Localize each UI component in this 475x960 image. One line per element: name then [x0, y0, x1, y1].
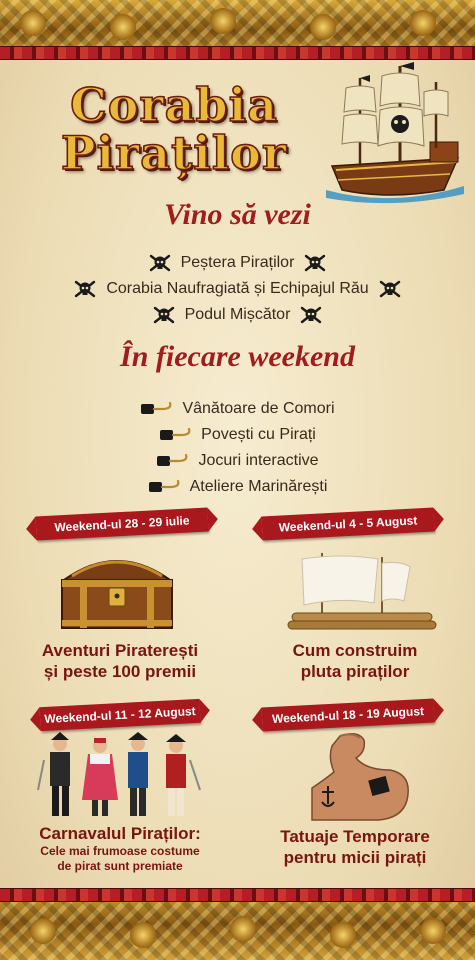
- weekend-ribbon: Weekend-ul 28 - 29 iulie: [35, 508, 208, 541]
- kids-pirate-costumes-icon: [34, 730, 204, 822]
- skull-crossbones-icon: [304, 254, 326, 272]
- activity-label: Vânătoare de Comori: [182, 400, 335, 417]
- weekend-ribbon: Weekend-ul 11 - 12 August: [39, 699, 200, 731]
- activity-label: Ateliere Marinărești: [189, 478, 328, 495]
- caption-line: Cum construim: [292, 641, 418, 660]
- title-line-2: Piraților: [60, 126, 288, 180]
- list-item: [0, 448, 475, 474]
- section-heading-vino: Vino să vezi: [164, 198, 311, 231]
- weekend-caption: [245, 826, 465, 868]
- attraction-label: Podul Mișcător: [184, 306, 291, 323]
- attractions-list: [0, 250, 475, 328]
- skull-crossbones-icon: [300, 306, 322, 324]
- top-ornament-border: [0, 0, 475, 60]
- list-item: [0, 396, 475, 422]
- weekend-ribbon: Weekend-ul 18 - 19 August: [261, 699, 434, 732]
- skull-crossbones-icon: [379, 280, 401, 298]
- raft-icon: [282, 545, 442, 637]
- title-line-1: Corabia: [70, 78, 278, 132]
- list-item: [0, 302, 475, 328]
- pirate-hook-icon: [156, 453, 190, 469]
- list-item: [0, 276, 475, 302]
- list-item: [0, 250, 475, 276]
- caption-line: Tatuaje Temporare: [280, 827, 430, 846]
- list-item: [0, 422, 475, 448]
- poster-title: [14, 78, 334, 180]
- skull-crossbones-icon: [74, 280, 96, 298]
- caption-line: și peste 100 premii: [43, 662, 197, 681]
- caption-line: pluta piraților: [300, 662, 410, 681]
- skull-crossbones-icon: [153, 306, 175, 324]
- pirate-hook-icon: [159, 427, 193, 443]
- weekend-caption: [10, 640, 230, 682]
- caption-subline: Cele mai frumoase costume: [40, 844, 200, 858]
- caption-line: Aventuri Piraterești: [41, 641, 199, 660]
- activity-label: Jocuri interactive: [198, 452, 319, 469]
- attraction-label: Corabia Naufragiată și Echipajul Rău: [106, 280, 369, 297]
- skull-crossbones-icon: [149, 254, 171, 272]
- list-item: [0, 474, 475, 500]
- caption-subline: de pirat sunt premiate: [57, 859, 183, 873]
- weekend-caption: [10, 824, 230, 874]
- caption-line: pentru micii pirați: [283, 848, 427, 867]
- bottom-ornament-border: [0, 888, 475, 960]
- pirate-hook-icon: [148, 479, 182, 495]
- weekend-ribbon: Weekend-ul 4 - 5 August: [261, 508, 434, 541]
- treasure-chest-icon: [54, 540, 180, 635]
- pirate-hook-icon: [140, 401, 174, 417]
- attraction-label: Peștera Piraților: [180, 254, 295, 271]
- weekend-caption: [245, 640, 465, 682]
- activities-list: [0, 396, 475, 500]
- section-heading-weekend: În fiecare weekend: [120, 340, 355, 373]
- tattooed-arm-icon: [306, 730, 410, 824]
- caption-line: Carnavalul Piraților:: [39, 824, 201, 843]
- activity-label: Povești cu Pirați: [201, 426, 316, 443]
- pirate-ship-icon: [318, 58, 468, 208]
